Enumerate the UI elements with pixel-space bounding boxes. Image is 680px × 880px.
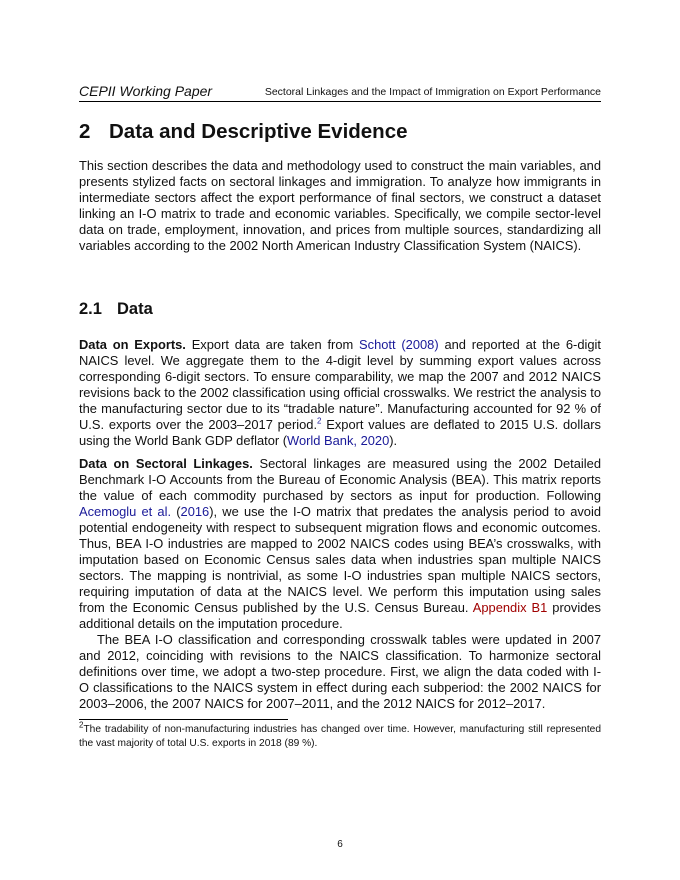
linkages-text-4: provides additional details on the imputation procedure. — [79, 600, 602, 631]
section-number: 2 — [79, 120, 91, 143]
header-title: Sectoral Linkages and the Impact of Immigration on Export Performance — [264, 86, 601, 98]
appendix-link[interactable]: Appendix B1 — [472, 600, 548, 615]
linkages-text-3: ), we use the I-O matrix that predates the analysis period to avoid potential endogeneity with respect to subsequent migration flows and economic outcomes. Thus, BEA I-O industries are mapped to 2002 NAICS codes using BEA’s crosswalks, with imputation based on Economic Census sales data when industries span multiple NAICS sectors. The mapping is nontrivial, as some I-O industries span multiple NAICS sectors, requiring imputation of data at the NAICS level. We perform this imputation using sales from the Economic Census published by the U.S. Census Bureau. — [79, 504, 602, 615]
footnote — [79, 720, 601, 751]
continuation-paragraph: The BEA I-O classification and corresponding crosswalk tables were updated in 2007 and 2012, coinciding with revisions to the NAICS classification. To harmonize sectoral definitions over time, we adopt a two-step procedure. First, we align the data coded with I-O classifications to the NAICS system in effect during each subperiod: the 2002 NAICS for 2003–2006, the 2007 NAICS for 2007–2011, and the 2012 NAICS for 2012–2017. — [79, 632, 601, 711]
citation-acemoglu[interactable]: Acemoglu et al. — [79, 504, 172, 519]
linkages-paragraph — [79, 456, 601, 632]
footnote-rule — [79, 719, 288, 720]
running-header — [79, 83, 601, 102]
section-intro: This section describes the data and methodology used to construct the main variables, and presents stylized facts on sectoral linkages and immigration. To analyze how immigrants in intermediate sectors affect the export performance of final sectors, we construct a dataset linking an I-O matrix to trade and economic variables. Specifically, we compile sector-level data on trade, employment, innovation, and prices from multiple sources, standardizing all variables according to the 2002 North American Industry Classification System (NAICS). — [79, 158, 601, 253]
page-number: 6 — [337, 839, 343, 850]
subsection-heading — [79, 300, 153, 319]
footnote-number: 2 — [79, 720, 84, 730]
exports-text-1: Export data are taken from — [185, 337, 360, 352]
subsection-title: Data — [117, 300, 153, 318]
footnote-text: The tradability of non-manufacturing industries has changed over time. However, manufacturing still represented the vast majority of total U.S. exports in 2018 (89 %). — [79, 724, 601, 749]
linkages-lead: Data on Sectoral Linkages. — [79, 456, 253, 471]
section-title: Data and Descriptive Evidence — [109, 120, 408, 143]
exports-text-4: ). — [389, 433, 398, 448]
subsection-number: 2.1 — [79, 300, 102, 318]
linkages-text-1: Sectoral linkages are measured using the 2002 Detailed Benchmark I-O Accounts from the Bureau of Economic Analysis (BEA). This matrix reports the value of each commodity purchased by sectors as input for production. Following — [79, 456, 601, 503]
citation-acemoglu-year[interactable]: 2016 — [180, 504, 210, 519]
exports-paragraph — [79, 337, 601, 449]
exports-text-2: and reported at the 6-digit NAICS level. We aggregate them to the 4-digit level by summing export values across corresponding 6-digit sectors. To ensure comparability, we map the 2007 and 2012 NAICS revisions back to the 2002 classification using official crosswalks. We restrict the analysis to the manufacturing sector due to its “tradable nature”. Manufacturing accounted for 92 % of U.S. exports over the 2003–2017 period. — [79, 337, 601, 432]
citation-world-bank[interactable]: World Bank, 2020 — [287, 433, 390, 448]
exports-lead: Data on Exports. — [79, 337, 186, 352]
exports-text-3: Export values are deflated to 2015 U.S. dollars using the World Bank GDP deflator ( — [79, 417, 601, 448]
section-heading — [79, 120, 408, 144]
header-journal: CEPII Working Paper — [79, 83, 213, 99]
linkages-text-2: ( — [171, 504, 181, 519]
footnote-marker[interactable]: 2 — [317, 416, 322, 426]
citation-schott[interactable]: Schott (2008) — [359, 337, 439, 352]
